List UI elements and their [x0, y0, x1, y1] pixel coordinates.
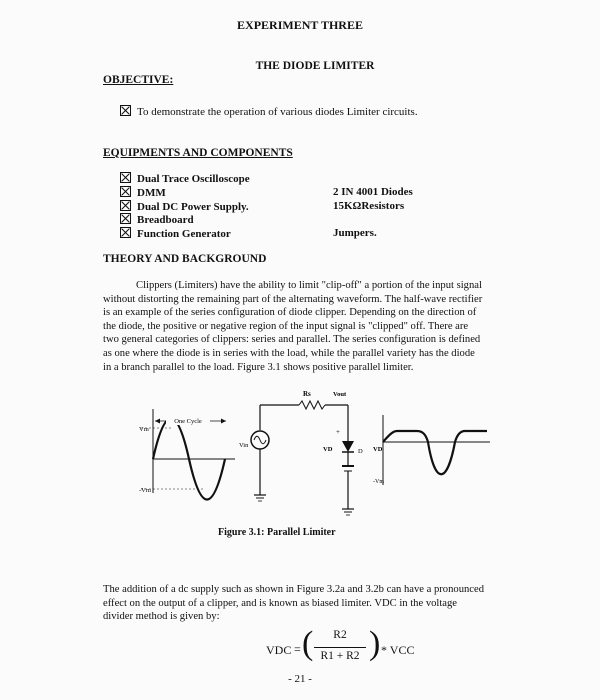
vout-label: Vout	[333, 391, 347, 398]
biased-limiter-paragraph: The addition of a dc supply such as shown in Figure 3.2a and 3.2b can have a pronounced effect on the output of a clipper, and is known as biased limiter. VDC in the voltage divider method is given by:	[103, 584, 484, 623]
vd-label: VD	[323, 446, 333, 453]
page-number: - 21 -	[288, 673, 312, 685]
checkbox-icon	[120, 186, 131, 197]
theory-paragraph: Clippers (Limiters) have the ability to limit "clip-off" a portion of the input signal without distorting the remaining part of the alternating waveform. The half-wave rectifier is an example of the series configuration of diode clipper. Depending on the direction of the diode, the positive or negative region of the input signal is "clipped" off. There are two general categories of clippers: series and parallel. The series configuration is defined as one where the diode is in series with the load, while the parallel variety has the diode in a branch parallel to the load. Figure 3.1 shows positive parallel limiter.	[103, 280, 483, 373]
equipment-item-right: Jumpers.	[333, 227, 377, 239]
output-clipped-wave	[383, 431, 487, 474]
objective-heading: OBJECTIVE:	[103, 74, 174, 86]
objective-item: To demonstrate the operation of various diodes Limiter circuits.	[120, 105, 418, 118]
equipment-item: Dual DC Power Supply.	[120, 200, 249, 213]
diode-d-label: D	[358, 448, 363, 455]
neg-vm-label: -Vm	[139, 487, 151, 494]
parallel-limiter-figure	[135, 385, 495, 525]
experiment-heading: EXPERIMENT THREE	[237, 18, 363, 32]
equipment-item: Function Generator	[120, 227, 231, 240]
vm-label: Vm	[139, 426, 149, 433]
plus-label: +	[336, 428, 340, 436]
checkbox-icon	[120, 227, 131, 238]
vin-label: Vin	[239, 442, 249, 449]
checkbox-icon	[120, 200, 131, 211]
resistor-icon	[299, 401, 325, 409]
neg-vm-output-label: -Vm	[373, 479, 384, 485]
theory-heading: THEORY AND BACKGROUND	[103, 253, 267, 265]
document-page: EXPERIMENT THREE THE DIODE LIMITER OBJECTIVE: To demonstrate the operation of various diodes Limiter circuits. EQUIPMENTS AND COMPONENTS Dual Trace Oscilloscope DMM Dual DC Power Supply. Breadboard Function Generator 2 IN 4001 Diodes 15KΩResistors Jumpers. THEORY AND BACKGROUND Clippers (Limiters) have the ability to limit "clip-off" a portion of the input signal without distorting the remaining part of the alternating waveform. The half-wave rectifier is an example of the series configuration of diode clipper. Depending on the direction of the diode, the positive or negative region of the input signal is "clipped" off. There are two general categories of clippers: series and parallel. The series configuration is defined as one where the diode is in series with the load, while the parallel variety has the diode in a branch parallel to the load. Figure 3.1 shows positive parallel limiter. One Cycle Vm -Vm Vin Rs Vout + VD D VD -Vm Figure 3.1: Parallel Limiter The addition of a dc supply such as shown in Figure 3.2a and 3.2b can have a pronounced effect on the output of a clipper, and is known as biased limiter. VDC in the voltage divider method is given by: VDC = ( R2 R1 + R2 ) * VCC - 21 -	[0, 0, 600, 700]
figure-caption: Figure 3.1: Parallel Limiter	[218, 527, 336, 538]
one-cycle-label: One Cycle	[174, 418, 202, 425]
checkbox-icon	[120, 213, 131, 224]
diode-icon	[342, 441, 354, 452]
rs-label: Rs	[303, 390, 311, 398]
equipment-item-right: 2 IN 4001 Diodes	[333, 186, 413, 198]
equipment-heading: EQUIPMENTS AND COMPONENTS	[103, 147, 293, 159]
checkbox-icon	[120, 172, 131, 183]
equipment-item: Dual Trace Oscilloscope	[120, 172, 250, 185]
checkbox-icon	[120, 105, 131, 116]
experiment-title: THE DIODE LIMITER	[255, 60, 375, 72]
vd-output-label: VD	[373, 446, 383, 453]
equipment-item: DMM	[120, 186, 166, 199]
equipment-item: Breadboard	[120, 213, 194, 226]
equipment-item-right: 15KΩResistors	[333, 200, 405, 212]
